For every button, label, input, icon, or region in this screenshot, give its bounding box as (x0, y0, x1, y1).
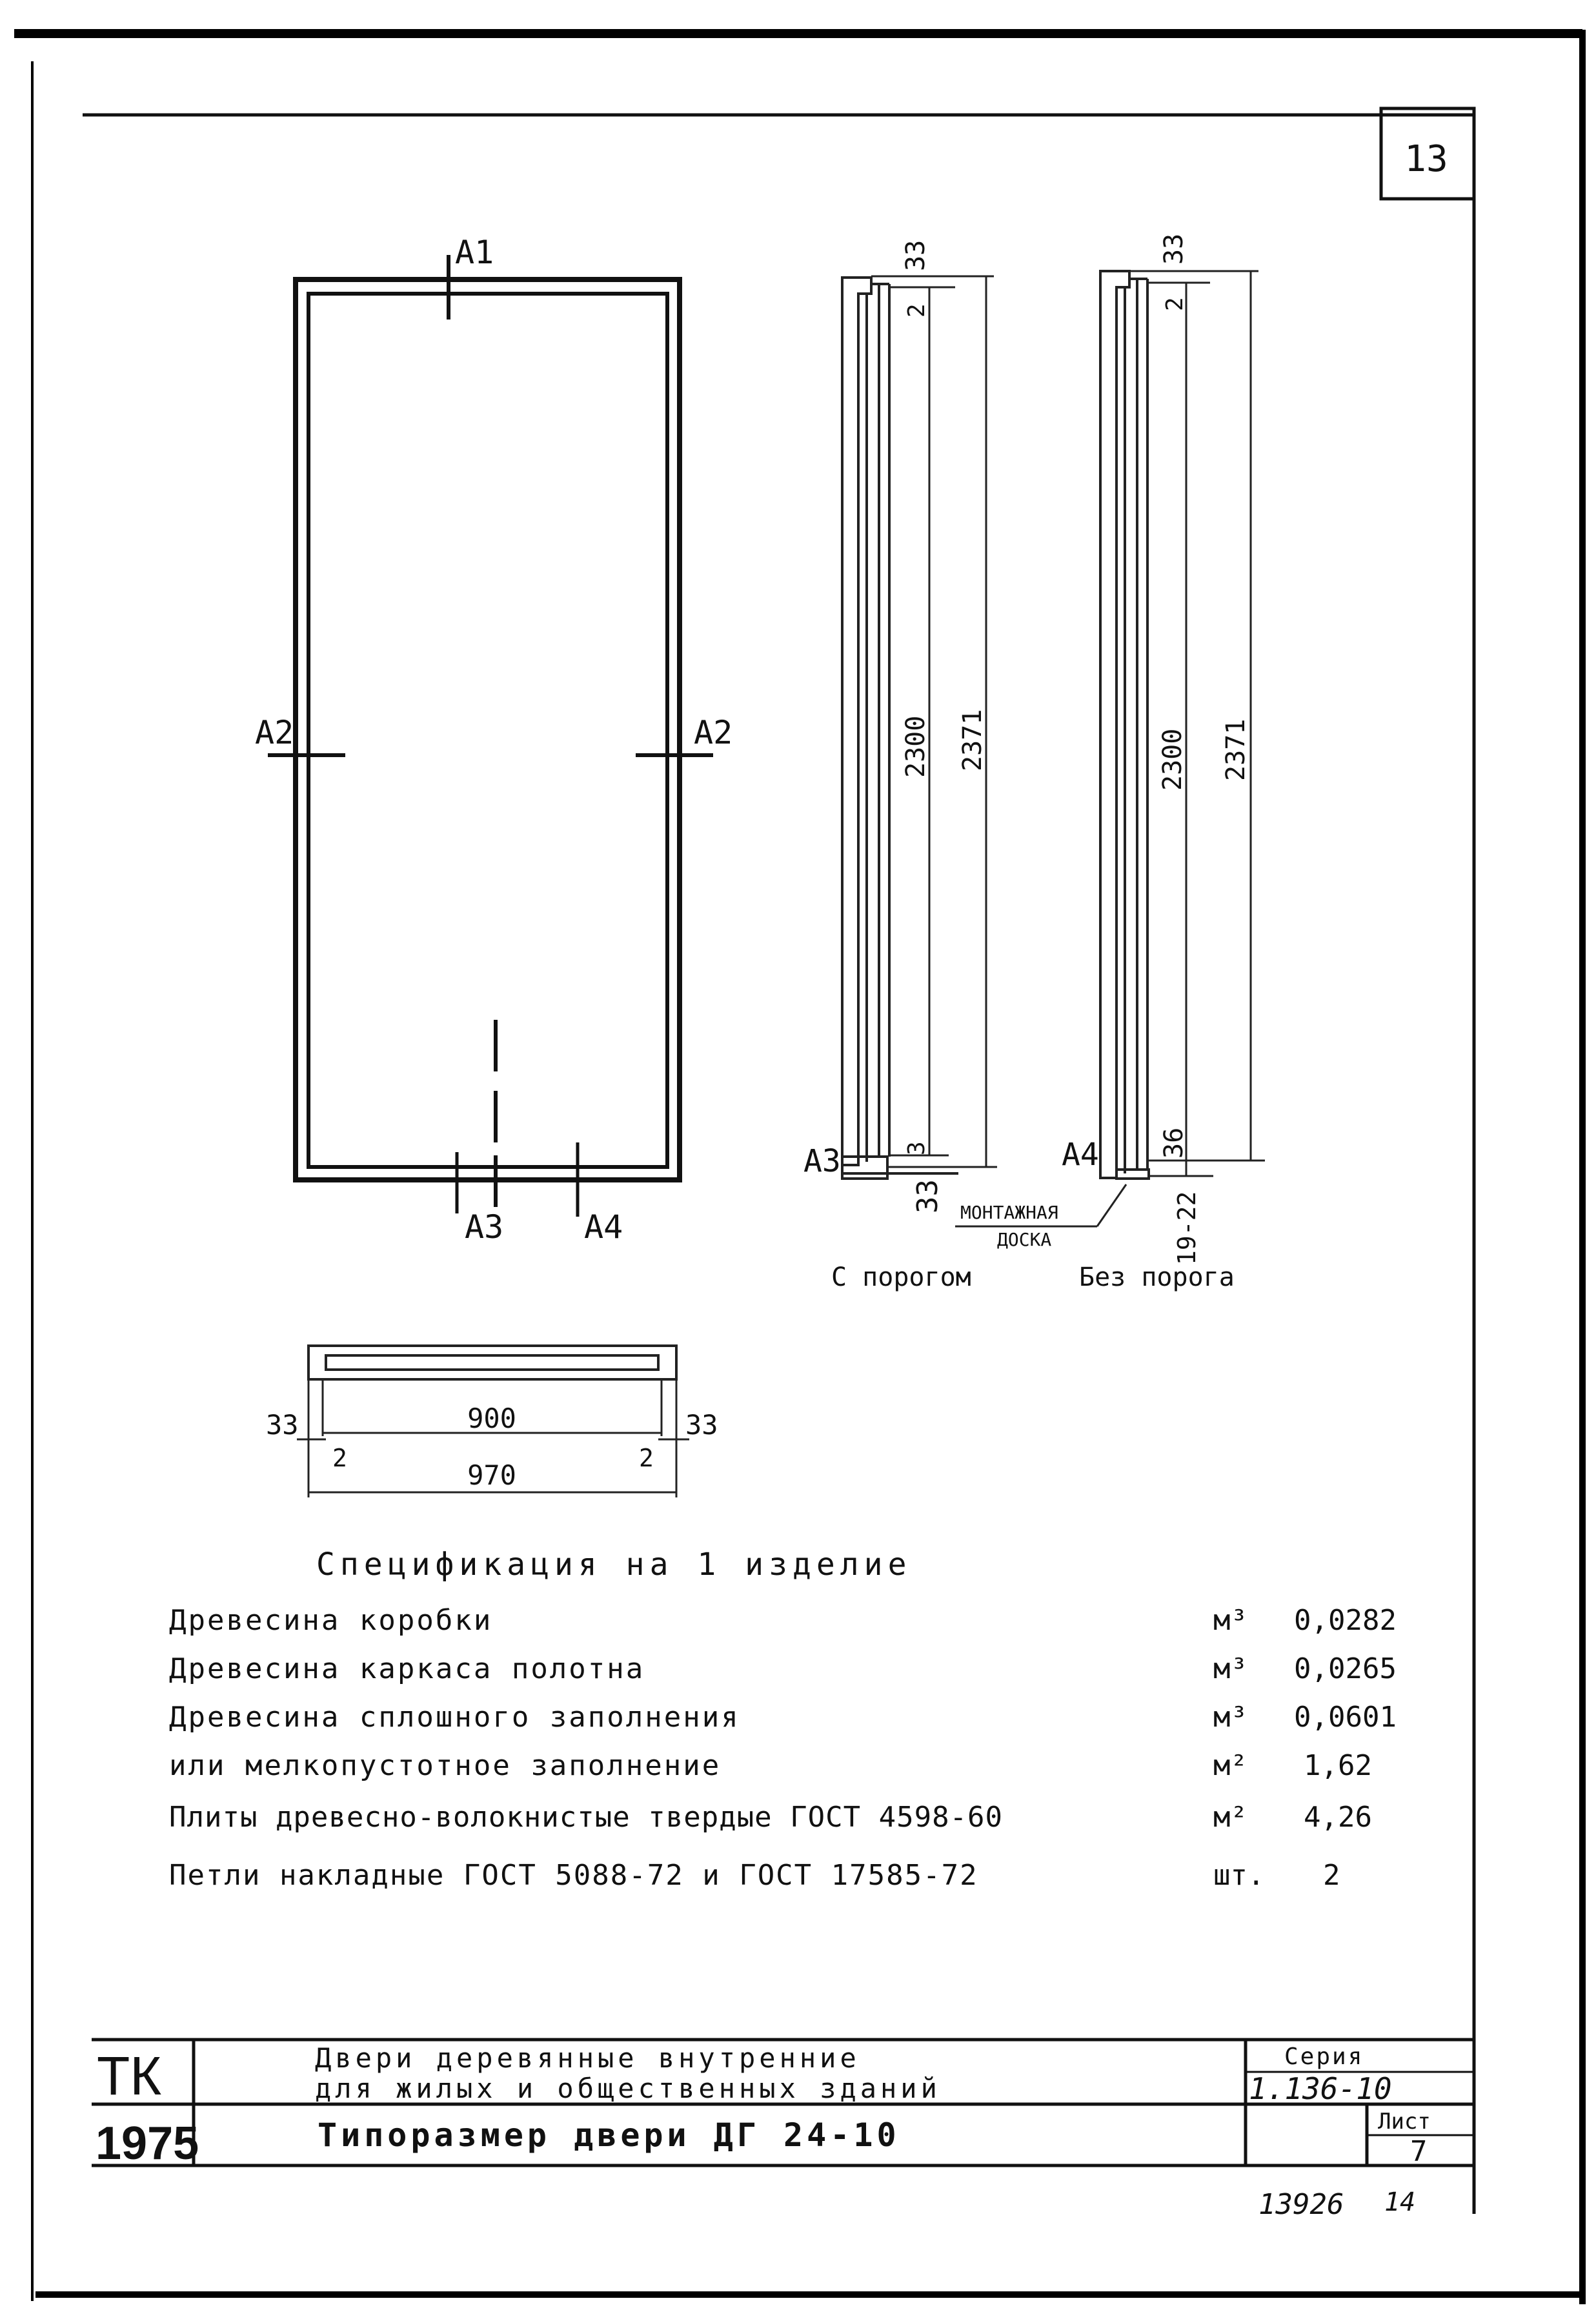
archive-stamp (1258, 2187, 1415, 2221)
dim-top: 33 (901, 239, 931, 271)
series-label: Серия (1284, 2043, 1364, 2070)
sheet-value: 7 (1410, 2135, 1428, 2168)
title-year: 1975 (96, 2118, 199, 2169)
title-org: ТК (97, 2045, 162, 2106)
spec-row-value: 0,0282 (1294, 1604, 1397, 1637)
dim-top: 33 (1159, 233, 1189, 265)
plan-section (266, 1346, 718, 1497)
specification (169, 1546, 1397, 1892)
dim-outer: 970 (467, 1459, 516, 1491)
archive-sheet: 14 (1384, 2187, 1416, 2217)
dim-left: 33 (266, 1409, 299, 1441)
spec-row-unit: м² (1213, 1801, 1248, 1834)
section-without-threshold (1062, 234, 1265, 1292)
spec-row-value: 0,0265 (1294, 1652, 1397, 1685)
section-with-threshold (803, 240, 1126, 1292)
dim-top-small: 2 (1162, 297, 1188, 311)
spec-row-name: Петли накладные ГОСТ 5088-72 и ГОСТ 17585-72 (169, 1859, 978, 1892)
spec-row-value: 2 (1323, 1859, 1340, 1892)
dim-inner: 2300 (901, 715, 931, 778)
title-line-2: для жилых и общественных зданий (315, 2073, 941, 2104)
section-label: A3 (803, 1143, 841, 1179)
spec-title: Спецификация на 1 изделие (316, 1546, 912, 1583)
dim-bottom-small: 3 (904, 1141, 930, 1155)
dim-top-small: 2 (904, 303, 930, 318)
spec-row-value: 4,26 (1304, 1801, 1372, 1834)
dim-gap-left: 2 (332, 1444, 347, 1472)
dim-inner: 900 (467, 1403, 516, 1434)
section-label-a4: A4 (584, 1208, 623, 1246)
spec-row-name: Древесина сплошного заполнения (169, 1701, 740, 1734)
section-label: A4 (1062, 1137, 1099, 1173)
archive-number: 13926 (1258, 2188, 1344, 2221)
spec-row-value: 1,62 (1304, 1749, 1372, 1782)
section-label-a2-right: A2 (694, 714, 733, 751)
spec-row-name: Древесина коробки (169, 1604, 493, 1637)
door-elevation (255, 234, 732, 1246)
title-subtitle: Типоразмер двери ДГ 24-10 (318, 2116, 900, 2154)
title-block (92, 2040, 1474, 2169)
mounting-board-label-1: МОНТАЖНАЯ (960, 1202, 1058, 1223)
caption-without-threshold: Без порога (1079, 1262, 1235, 1292)
spec-row-unit: м³ (1213, 1652, 1248, 1685)
section-label-a3: A3 (465, 1208, 504, 1246)
spec-row-unit: м² (1213, 1749, 1248, 1782)
spec-row-unit: шт. (1213, 1859, 1265, 1892)
spec-row-name: Древесина каркаса полотна (169, 1652, 645, 1685)
spec-row-value: 0,0601 (1294, 1701, 1397, 1734)
spec-row-name: Плиты древесно-волокнистые твердые ГОСТ 4598-60 (169, 1801, 1004, 1834)
dim-bottom: 33 (911, 1179, 944, 1213)
sheet-border (14, 30, 1584, 2304)
sheet-label: Лист (1378, 2109, 1431, 2135)
sheet-number: 13 (1404, 138, 1448, 180)
dim-inner: 2300 (1158, 728, 1187, 791)
sheet-number-box (1381, 108, 1474, 199)
series-value: 1.136-10 (1249, 2071, 1392, 2106)
dim-gap-right: 2 (639, 1444, 654, 1472)
dim-outer: 2371 (1221, 718, 1251, 781)
caption-with-threshold: С порогом (831, 1262, 971, 1292)
dim-board: 19-22 (1173, 1191, 1201, 1265)
spec-row-unit: м³ (1213, 1604, 1248, 1637)
spec-row-name: или мелкопустотное заполнение (169, 1749, 722, 1782)
dim-bottom: 36 (1159, 1127, 1189, 1159)
spec-row-unit: м³ (1213, 1701, 1248, 1734)
title-line-1: Двери деревянные внутренние (315, 2042, 860, 2074)
section-label-a2-left: A2 (255, 714, 294, 751)
dim-right: 33 (685, 1409, 718, 1441)
dim-outer: 2371 (958, 709, 987, 771)
mounting-board-label-2: ДОСКА (997, 1229, 1052, 1250)
section-label-a1: A1 (455, 234, 494, 271)
